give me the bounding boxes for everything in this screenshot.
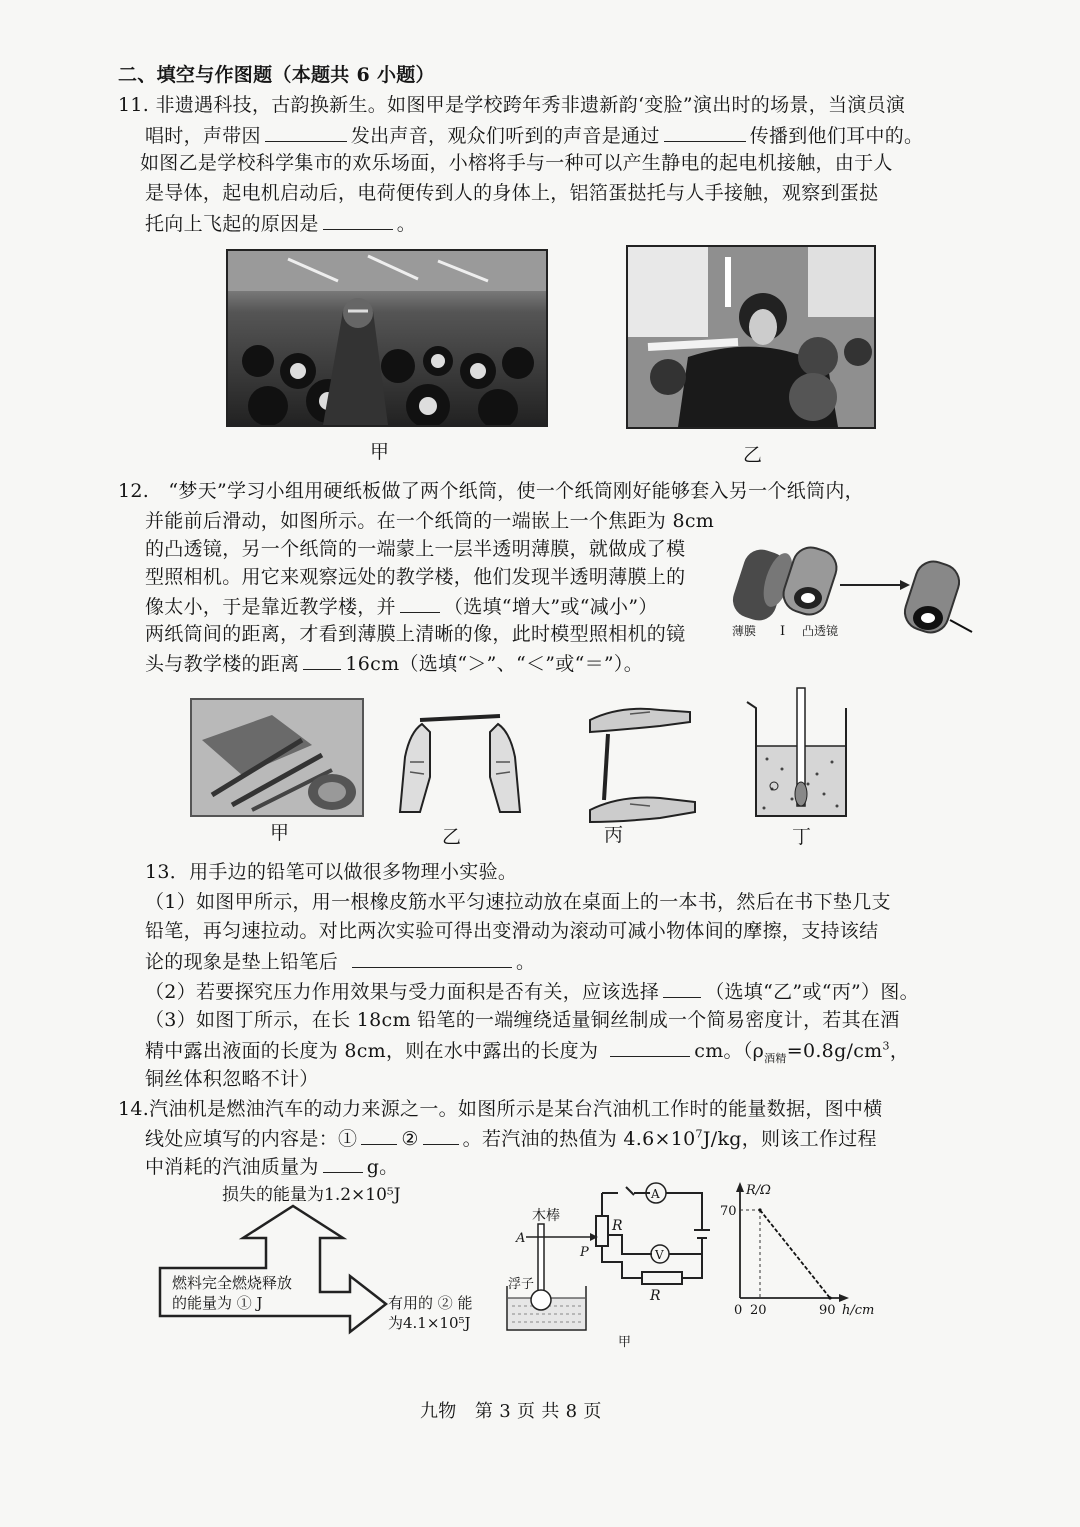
q14-text: 。若汽油的热值为 4.6×10 xyxy=(462,1128,696,1150)
figure-jia-book-pencils xyxy=(190,698,364,817)
data-point xyxy=(828,1296,831,1299)
x-tick-90: 90 xyxy=(819,1303,836,1318)
q13-line-5 xyxy=(145,979,919,1004)
q13-text: 。 xyxy=(516,951,536,973)
caption-yi-13: 乙 xyxy=(442,826,462,848)
q12-line-3: 的凸透镜，另一个纸筒的一端蒙上一层半透明薄膜，就做成了模 xyxy=(145,538,686,560)
caption-ding-13: 丁 xyxy=(792,826,812,848)
photo-face-changing-performance xyxy=(226,249,548,427)
q13-line-3: 铅笔，再匀速拉动。对比两次实验可得出变滑动为滚动可减小物体间的摩擦，支持该结 xyxy=(145,920,879,942)
q14-line-1: 14.汽油机是燃油汽车的动力来源之一。如图所示是某台汽油机工作时的能量数据，图中横 xyxy=(118,1098,883,1120)
q12-text: 16cm（选填“＞”、“＜”或“＝”）。 xyxy=(345,653,644,675)
energy-lost-label: 损失的能量为1.2×10⁵J xyxy=(222,1185,401,1205)
point-p-label: P xyxy=(580,1245,589,1260)
page-footer: 九物 第 3 页 共 8 页 xyxy=(420,1401,602,1422)
caption-bing-13: 丙 xyxy=(604,824,624,846)
photo-performance-drawing xyxy=(228,251,546,425)
q14-text: 线处应填写的内容是：① xyxy=(145,1128,358,1150)
q13-text: （2）若要探究压力作用效果与受力面积是否有关，应该选择 xyxy=(145,981,660,1003)
answer-blank[interactable] xyxy=(663,979,701,998)
q11-text: 托向上飞起的原因是 xyxy=(145,213,319,235)
cube-superscript: 3 xyxy=(882,1039,890,1053)
caption-jia-13: 甲 xyxy=(270,822,290,844)
float-label: 浮子 xyxy=(508,1277,535,1292)
camera-tube-figure xyxy=(720,540,980,650)
q12-text: 头与教学楼的距离 xyxy=(145,653,300,675)
energy-arrow-shape xyxy=(160,1206,386,1332)
q13-text: cm。（ρ xyxy=(694,1040,765,1062)
resistor-label-2: R xyxy=(650,1288,661,1304)
fuel-energy-line-1: 燃料完全燃烧释放 xyxy=(172,1274,293,1292)
q13-text: =0.8g/cm xyxy=(786,1040,883,1062)
q14-line-3 xyxy=(145,1154,398,1179)
resistor-label-1: R xyxy=(612,1218,623,1234)
figure-ding-densimeter-beaker xyxy=(742,684,862,824)
answer-blank[interactable] xyxy=(265,123,347,142)
q12-line-1: 12. “梦天”学习小组用硬纸板做了两个纸筒，使一个纸筒刚好能够套入另一个纸筒内， xyxy=(118,480,864,502)
q12-text: （选填“增大”或“减小”） xyxy=(443,596,658,618)
q12-line-2: 并能前后滑动，如图所示。在一个纸筒的一端嵌上一个焦距为 8cm xyxy=(145,510,715,532)
y-tick-70: 70 xyxy=(720,1204,737,1219)
answer-blank[interactable] xyxy=(323,1154,363,1173)
q13-line-4 xyxy=(145,949,535,974)
section-title: 二、填空与作图题（本题共 6 小题） xyxy=(118,64,435,86)
float-ball xyxy=(531,1290,551,1310)
q11-text: 传播到他们耳中的。 xyxy=(749,125,924,147)
power-superscript: 7 xyxy=(695,1127,703,1141)
fuel-energy-line-2: 的能量为 ① J xyxy=(172,1294,263,1312)
rho-subscript: 酒精 xyxy=(764,1051,787,1065)
photo-static-electricity xyxy=(626,245,876,429)
data-point xyxy=(758,1208,761,1211)
variable-resistor xyxy=(596,1216,608,1246)
tube-assembled xyxy=(900,557,972,637)
fixed-resistor xyxy=(642,1272,682,1284)
label-lens: 凸透镜 xyxy=(802,624,839,638)
point-a-label: A xyxy=(516,1231,526,1246)
ammeter-label: A xyxy=(651,1187,660,1201)
energy-flow-diagram xyxy=(158,1180,498,1350)
resistance-height-graph xyxy=(718,1180,878,1318)
answer-blank[interactable] xyxy=(323,211,393,230)
q14-text: J/kg，则该工作过程 xyxy=(702,1128,877,1150)
q12-text: 像太小，于是靠近教学楼，并 xyxy=(145,596,396,618)
q12-line-4: 型照相机。用它来观察远处的教学楼，他们发现半透明薄膜上的 xyxy=(145,566,686,588)
answer-blank[interactable] xyxy=(610,1038,690,1057)
series-line-segment xyxy=(760,1210,830,1298)
q14-text: 中消耗的汽油质量为 xyxy=(145,1156,319,1178)
q13-line-6: （3）如图丁所示，在长 18cm 铅笔的一端缠绕适量铜丝制成一个简易密度计，若其在酒 xyxy=(145,1009,900,1031)
wooden-rod-label: 木棒 xyxy=(532,1208,560,1224)
answer-blank[interactable] xyxy=(423,1126,459,1145)
q11-line-1: 11. 非遗遇科技，古韵换新生。如图甲是学校跨年秀非遗新韵‘变脸”演出时的场景，当演员演 xyxy=(118,94,906,116)
figure-yi-hands-pencil xyxy=(390,702,530,822)
q13-line-8: 铜丝体积忽略不计） xyxy=(145,1068,319,1090)
book-pencil-drawing xyxy=(192,700,362,815)
y-axis-label: R/Ω xyxy=(746,1183,771,1198)
q11-line-4: 是导体，起电机启动后，电荷便传到人的身体上，铝箔蛋挞托与人手接触，观察到蛋挞 xyxy=(145,182,879,204)
q13-text: （选填“乙”或“丙”）图。 xyxy=(705,981,919,1003)
q11-text: 。 xyxy=(396,213,417,235)
label-film: 薄膜 xyxy=(732,624,757,638)
photo-static-drawing xyxy=(628,247,874,427)
q11-line-3: 如图乙是学校科学集市的欢乐场面，小榕将手与一种可以产生静电的起电机接触，由于人 xyxy=(140,152,893,174)
q13-text: ， xyxy=(889,1040,910,1062)
q12-line-7 xyxy=(145,651,643,676)
q13-text: 精中露出液面的长度为 8cm，则在水中露出的长度为 xyxy=(145,1040,599,1062)
label-number: I xyxy=(780,624,786,639)
answer-blank[interactable] xyxy=(361,1126,397,1145)
answer-blank[interactable] xyxy=(352,949,512,968)
q11-text: 唱时，声带因 xyxy=(145,125,261,147)
answer-blank[interactable] xyxy=(303,651,341,670)
q11-line-5 xyxy=(145,211,416,236)
answer-blank[interactable] xyxy=(400,594,440,613)
q13-line-1: 13．用手边的铅笔可以做很多物理小实验。 xyxy=(145,861,518,883)
q11-line-2 xyxy=(145,123,923,148)
q14-text: g。 xyxy=(366,1156,399,1178)
wooden-rod xyxy=(538,1224,544,1294)
float-circuit-diagram xyxy=(502,1180,722,1350)
x-tick-0: 0 xyxy=(734,1303,743,1318)
caption-yi: 乙 xyxy=(743,444,763,466)
figure-bing-fingers-pencil xyxy=(590,700,700,825)
q14-text: ② xyxy=(401,1128,419,1150)
caption-jia: 甲 xyxy=(370,441,390,463)
q14-line-2 xyxy=(145,1126,877,1151)
answer-blank[interactable] xyxy=(664,123,746,142)
useful-energy-line-2: 为4.1×10⁵J xyxy=(388,1314,471,1332)
useful-energy-line-1: 有用的 ② 能 xyxy=(388,1294,473,1312)
q12-line-5 xyxy=(145,594,658,619)
voltmeter-label: V xyxy=(655,1248,664,1262)
q12-line-6: 两纸筒间的距离，才看到薄膜上清晰的像，此时模型照相机的镜 xyxy=(145,623,686,645)
circuit-caption: 甲 xyxy=(618,1335,632,1350)
q13-line-2: （1）如图甲所示，用一根橡皮筋水平匀速拉动放在桌面上的一本书，然后在书下垫几支 xyxy=(145,891,891,913)
q13-line-7 xyxy=(145,1038,909,1063)
x-tick-20: 20 xyxy=(750,1303,767,1318)
q13-text: 论的现象是垫上铅笔后 xyxy=(145,951,339,973)
q11-text: 发出声音，观众们听到的声音是通过 xyxy=(350,125,660,147)
x-axis-label: h/cm xyxy=(842,1303,875,1318)
